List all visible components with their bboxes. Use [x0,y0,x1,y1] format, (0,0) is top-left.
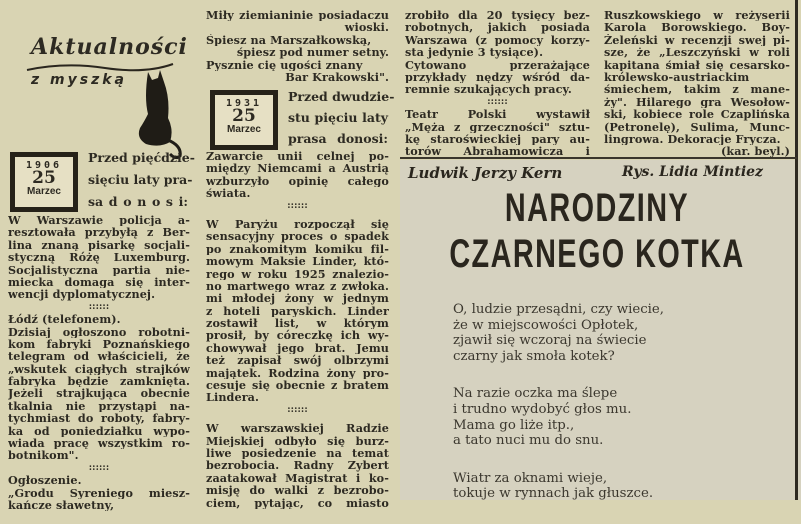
poem-line: i trudno wydobyć głos mu. [453,401,632,417]
text-line: też zapisał swój olbrzymi [206,354,389,367]
poem-line: Wiatr za oknami wieje, [453,470,608,486]
text-line: Ruszkowskiego w reżyserii [604,9,790,22]
text-line: mowym Maksie Linder, któ- [206,255,389,268]
text-line: wencji dyplomatycznej. [8,288,156,301]
text-line: kańcze sławetny, [8,498,115,512]
text-line: Ogłoszenie. [8,474,82,487]
text-line: ży". Hilarego gra Wesołow- [604,95,790,109]
entry-heading-1931 [288,86,395,149]
text-line: Dzisiaj ogłoszono robotni- [8,325,190,338]
poem-stanza [453,302,664,364]
date-year: 1906 [25,160,63,171]
heading-line: sięciu laty pra- [88,172,193,187]
section-separator: :::::: [487,96,508,107]
entry-heading-1906 [88,147,195,213]
text-line: mi młodej żony w jednym [206,292,389,305]
text-line: majątek. Rodzina żony pro- [206,366,389,380]
text-line: zostawił list, w którym [206,317,389,330]
text-line: „Męża z grzeczności" sztu- [405,120,590,133]
text-line: Miły ziemianinie posiadaczu [206,9,389,22]
text-line: prosił, by córeczkę ich wy- [206,329,389,342]
date-year: 1931 [225,98,263,109]
poem [453,302,664,524]
text-line: z hoteli paryskich. Linder [206,304,389,318]
text-line: Teatr Polski wystawił [405,108,590,121]
text-line: chowywał jego brat. Jemu [206,341,389,355]
text-line: sta jedynie 3 tysiące). [405,46,544,59]
poem-line: O, ludzie przesądni, czy wiecie, [453,302,665,317]
text-line: lina znaną pisarkę socjali- [8,238,190,252]
text-line: Warszawa (z pomocy korzy- [405,33,590,47]
date-month: Marzec [227,124,261,135]
text-line: torów Abrahamowicza i [405,145,590,158]
text-line: Śpiesz na Marszałkowską, [206,33,372,47]
column-2-body [206,150,389,509]
text-line: tychmiast do roboty, fabry- [8,412,190,425]
text-line: (Petronelę), Sulima, Munc- [604,120,790,133]
column-3-body [405,9,590,158]
text-line: „wskutek ciągłych strajków [8,362,190,376]
section-separator: :::::: [88,301,110,312]
text-line: no martwego wraz z zwłoka. [206,279,389,293]
text-line: ka od poniedziałku wypo- [8,424,190,438]
text-line: tkalnia nie przystąpi na- [8,399,190,413]
text-line: botnikom". [8,449,79,462]
text-line: rego w roku 1925 znalezio- [206,267,389,280]
text-line: królewsko-austriackim [604,70,750,84]
text-line: kę staroświeckiej pary au- [405,132,590,146]
text-line: misję do walki z bezrobo- [206,484,389,497]
masthead-logo [25,30,195,140]
author-byline: Ludwik Jerzy Kern [408,164,563,182]
text-line: Karola Borowskiego. Boy- [604,21,790,34]
text-line: sensacyjny proces o spadek [206,230,389,243]
text-line: remnie szukających pracy. [405,83,572,96]
date-day: 25 [232,106,256,126]
text-line: Miejskiej odbyło się burz- [206,434,389,447]
date-month: Marzec [27,186,61,197]
article-title-line-2: CZARNEGO KOTKA [449,232,745,276]
poem-stanza [453,386,664,448]
date-box-1931 [210,90,278,150]
text-line: „Grodu Syreniego miesz- [8,486,190,499]
heading-line: Przed pięćdzie- [88,150,195,165]
text-line: styczną Różę Luxemburg. [8,251,190,264]
text-line: ski, kobiece role Czaplińska [604,108,790,121]
text-line: śmiechem, takim z mane- [604,83,790,96]
section-separator: :::::: [287,200,308,211]
text-line: wiada pracę wszystkim ro- [8,437,190,450]
text-line: świata. [206,187,251,200]
text-line: miecka domaga się inter- [8,275,190,289]
masthead-title: Aktualności [31,34,188,60]
text-line: przykłady nędzy wśród da- [405,70,590,84]
text-line: wzburzyło opinię całego [206,174,389,188]
text-line: Lindera. [206,391,260,404]
text-line: Pysznie cię ugości znany [206,58,363,71]
text-line: Bar Krakowski". [285,70,389,84]
text-line: zrobiło dla 20 tysięcy bez- [405,9,590,22]
section-separator: :::::: [287,404,308,415]
poem-line: że w miejscowości Opłotek, [453,317,639,333]
illustrator-byline: Rys. Lidia Mintiez [622,164,764,180]
heading-line: prasa donosi: [288,131,388,146]
text-line: wioski. [344,21,389,34]
date-box-1906 [10,152,78,212]
text-line: W Paryżu rozpoczął się [206,217,389,231]
poem-line: Mama go liże itp., [453,417,575,433]
text-line: Socjalistyczna partia nie- [8,263,190,276]
text-line: Zawarcie unii celnej po- [206,150,389,163]
article-title-line-1: NARODZINY [504,186,690,230]
text-line: między Niemcami a Austrią [206,162,389,175]
text-line: sze, że „Leszczyński w roli [604,46,790,59]
text-line: kapitana śmiał się cesarsko- [604,58,790,71]
text-line: śpiesz pod numer setny. [236,46,389,59]
column-4-body [604,9,790,158]
masthead-subtitle: z myszką [31,72,127,88]
poem-line: czarny jak smoła kotek? [453,348,615,364]
section-separator: :::::: [88,462,110,473]
poem-line: zjawił się wczoraj na świecie [453,333,647,349]
heading-line: Przed dwudzie- [288,89,395,104]
text-line: telegram od właścicieli, że [8,350,190,363]
text-line: Łódź (telefonem). [8,313,121,326]
text-line: W Warszawie policja a- [8,214,190,227]
text-line: (kar. beyl.) [720,145,790,158]
text-line: kom fabryki Poznańskiego [8,337,190,351]
text-line: Cytowano przerażające [405,58,590,71]
poem-stanza [453,471,664,502]
text-line: fabryka będzie zamknięta. [8,375,190,388]
page-edge-rule [795,0,798,500]
text-line: bezrobocia. Radny Zybert [206,459,389,472]
text-line: cesuje się obecnie z bratem [206,379,389,392]
text-line: robotnych, jakich posiada [405,21,590,34]
column-2-ad [206,9,389,83]
text-line: Jeżeli strajkująca obecnie [8,387,190,400]
heading-line: stu pięciu laty [288,110,388,125]
text-line: Żeleński w recenzji swej pi- [604,33,790,47]
heading-line: sa d o n o s i: [88,194,188,209]
poem-line: tokuje w rynnach jak głuszce. [453,486,654,502]
text-line: lingrowa. Dekoracje Frycza. [604,132,781,146]
text-line: po znakomitym komiku fil- [206,242,389,256]
column-1-body [8,214,190,511]
date-day: 25 [32,168,56,188]
text-line: W warszawskiej Radzie [206,422,389,435]
text-line: ciem, pytając, co miasto [206,496,389,509]
poem-line: Na razie oczka ma ślepe [453,386,618,402]
text-line: liwe posiedzenie na temat [206,446,389,460]
text-line: resztowała przybyłą z Ber- [8,226,190,239]
poem-line: a tato nuci mu do snu. [453,433,604,449]
text-line: zaatakował Magistrat i ko- [206,471,389,485]
